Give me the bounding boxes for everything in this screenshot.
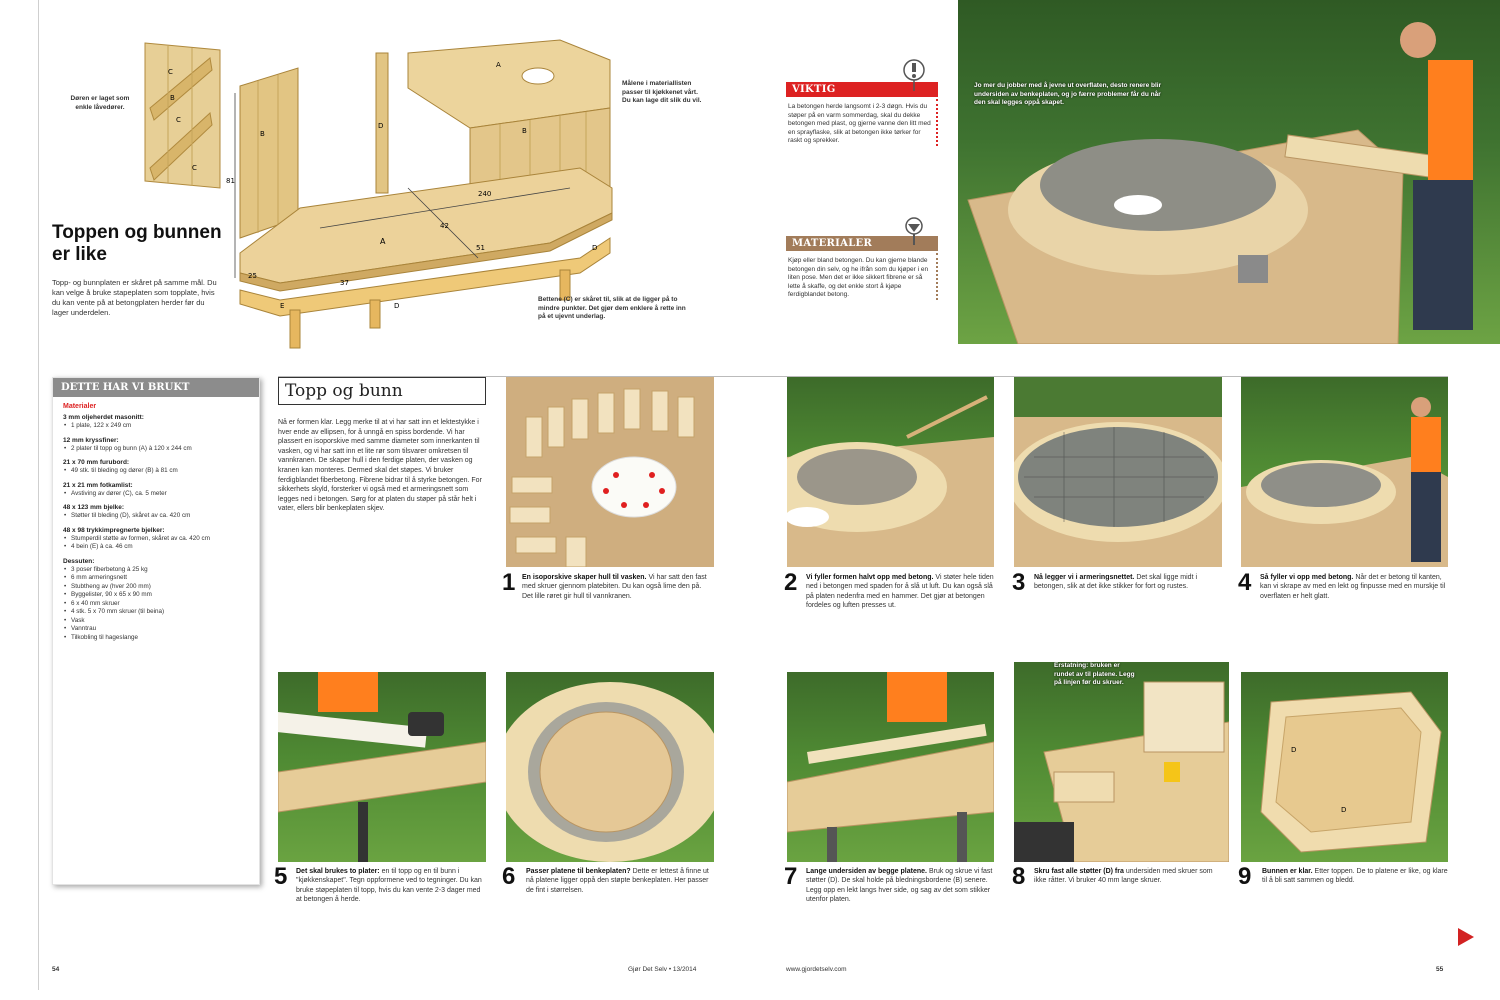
label-d3: D [592, 244, 598, 252]
materials-list-box [52, 377, 260, 885]
step-4-number: 4 [1238, 569, 1252, 596]
trowel-icon [900, 216, 928, 246]
step-4-photo [1241, 377, 1448, 567]
materials-item: • 3 poser fiberbetong à 25 kg [63, 566, 249, 575]
step-1-lead: En isoporskive skaper hull til vasken. [522, 574, 647, 581]
materials-item: • 2 plater til topp og bunn (A) à 120 x 244 cm [63, 445, 249, 454]
materials-subheading: Materialer [63, 403, 97, 410]
section-title: Topp og bunn [278, 377, 486, 405]
step-6-text [526, 867, 714, 895]
label-c2: C [176, 116, 181, 124]
hero-photo [958, 0, 1500, 344]
step-2-lead: Vi fyller formen halvt opp med betong. [806, 574, 934, 581]
label-b3: B [522, 127, 527, 135]
step-5-text [296, 867, 486, 905]
step-1-text [522, 573, 714, 601]
dim-240: 240 [478, 190, 492, 198]
diagram-note-doors: Døren er laget som enkle låvedører. [70, 95, 130, 111]
step-2-body: Vi støter hele tiden ned i betongen med spaden for å slå ut luft. Du kan også slå på platen nedenfra med en hammer. Det gjør at betongen fordeles og luften presses ut. [806, 574, 994, 610]
step-9-lead: Bunnen er klar. [1262, 868, 1313, 875]
materials-item: • Støtter til bleding (D), skåret av ca. 420 cm [63, 512, 249, 521]
step-2-number: 2 [784, 569, 798, 596]
materials-item: • Stumperdil støtte av formen, skåret av ca. 420 cm [63, 535, 249, 544]
section-body: Nå er formen klar. Legg merke til at vi har satt inn et lektestykke i hver ende av ellipsen, for å unngå en spiss bordende. Vi har plassert en isoporskive med samme diameter som innerkanten til vasken, og vi har satt inn et lite rør som tilsvarer omkretsen til vannkranen. De skaper hull i den ferdige platen, der vasken og kranen kan monteres. Dermed skal det støpes. Vi bruker ferdigblandet fiberbetong. Fibrene bidrar til å styrke betongen. For sikkerhets skyld, forsterker vi også med et armeringsnett som legges ned i betongen. Sørg for at platen du støper på står helt i vater, ellers blir benkeplaten skjev. [278, 419, 482, 513]
step-7-photo [787, 672, 994, 862]
step-3-photo [1014, 377, 1222, 567]
materials-group [63, 458, 249, 476]
materials-item: • Vask [63, 617, 249, 626]
materials-item: • 6 x 40 mm skruer [63, 600, 249, 609]
step-4-lead: Så fyller vi opp med betong. [1260, 574, 1354, 581]
materials-item: • 49 stk. til bleding og dører (B) à 81 cm [63, 467, 249, 476]
step-6-body: Dette er lettest å finne ut nå platene ligger oppå den støpte benkeplaten. Her passer de fint i størrelsen. [526, 868, 709, 894]
step-8-lead: Skru fast alle støtter (D) fra [1034, 868, 1124, 875]
dim-37: 37 [340, 279, 349, 287]
step-8-number: 8 [1012, 863, 1026, 890]
step-3-lead: Nå legger vi i armeringsnettet. [1034, 574, 1135, 581]
step-6-number: 6 [502, 863, 516, 890]
page-gutter-left [38, 0, 39, 990]
materials-group [63, 413, 249, 431]
step-4-body: Når det er betong til kanten, kan vi skrape av med en lekt og finpusse med en murskje til overflaten er helt glatt. [1260, 574, 1446, 600]
footer-url[interactable]: www.gjordetselv.com [786, 966, 847, 973]
step-3-body: Det skal ligge midt i betongen, slik at det ikke stikker for fort og rustes. [1034, 574, 1198, 591]
label-b2: B [260, 130, 265, 138]
step-2-text [806, 573, 994, 611]
step-1-number: 1 [502, 569, 516, 596]
materials-list-heading: DETTE HAR VI BRUKT [53, 378, 259, 397]
step-9-photo [1241, 672, 1448, 862]
step-8-body: undersiden med skruer som ikke råtter. Vi bruker 40 mm lange skruer. [1034, 868, 1213, 885]
footer-mag-name: Gjør Det Selv [628, 966, 668, 973]
materialer-body: Kjøp eller bland betongen. Du kan gjerne blande betongen din selv, og he ifrån som du kjøper i en liten pose. Men det er ikke sikkert fibrene er så lette å skaffe, og det enkle stort å kjøpe ferdigblandet betong. [786, 253, 938, 300]
photo9-label-d2: D [1341, 806, 1347, 814]
photo9-label-d1: D [1291, 746, 1297, 754]
step-1-photo [506, 377, 714, 567]
materials-group-title: 21 x 21 mm fotkamlist: [63, 481, 133, 489]
intro-body: Topp- og bunnplaten er skåret på samme mål. Du kan velge å bruke stapeplaten som topplate, hvis du kan vente på at betongplaten herder før du lager underdelen. [52, 278, 217, 317]
materials-item: • Byggelister, 90 x 65 x 90 mm [63, 591, 249, 600]
materials-group-title: 3 mm oljeherdet masonitt: [63, 414, 144, 421]
viktig-body: La betongen herde langsomt i 2-3 døgn. Hvis du støper på en varm sommerdag, skal du dekke betongen med plast, og gjerne vanne den litt med en sprayflaske, slik at betongen ikke tørker for raskt og sprekker. [786, 99, 938, 146]
step-7-text [806, 867, 994, 905]
materials-group [63, 481, 249, 499]
step-4-text [1260, 573, 1448, 601]
intro-title: Toppen og bunnen er like [52, 222, 222, 265]
label-c3: C [192, 164, 197, 172]
step-3-text [1034, 573, 1222, 592]
label-a2: A [380, 237, 386, 246]
hero-scene [958, 0, 1500, 344]
materials-group [63, 526, 249, 552]
materials-item: • Tilkobling til hageslange [63, 634, 249, 643]
label-d1: D [378, 122, 384, 130]
materials-item: • Avstiving av dører (C), ca. 5 meter [63, 490, 249, 499]
warning-pin-icon [902, 58, 926, 92]
materials-group-title: 48 x 123 mm bjelke: [63, 504, 125, 511]
step-3-number: 3 [1012, 569, 1026, 596]
materialer-heading: MATERIALER [786, 236, 938, 251]
materials-item: • Stubtheng av (hver 200 mm) [63, 583, 249, 592]
materials-group-title: Dessuten: [63, 557, 95, 565]
materials-group [63, 503, 249, 521]
step-8-overlay: Erstatning: bruken er rundet av til platene. Legg på linjen før du skruer. [1054, 662, 1135, 686]
materials-group-title: 12 mm kryssfiner: [63, 436, 119, 444]
step-7-body: Bruk og skrue vi fast støtter (D). De skal holde på bledningsbordene (B) senere. Legg opp en lekt langs hver side, og sag av det som stikker utenfor platen. [806, 868, 993, 904]
step-2-photo [787, 377, 994, 567]
label-e: E [280, 302, 285, 310]
dim-51: 51 [476, 244, 485, 252]
materials-item: • Vanntrau [63, 625, 249, 634]
step-8-text [1034, 867, 1222, 886]
step-5-photo [278, 672, 486, 862]
step-9-number: 9 [1238, 863, 1252, 890]
dim-25: 25 [248, 272, 257, 280]
materials-group [63, 557, 249, 643]
materials-group-title: 48 x 98 trykkimpregnerte bjelker: [63, 526, 165, 534]
dim-42: 42 [440, 222, 449, 230]
step-7-number: 7 [784, 863, 798, 890]
hero-caption: Jo mer du jobber med å jevne ut overflaten, desto renere blir undersiden av benkeplaten, og jo færre problemer får du når den skal legges oppå skapet. [974, 82, 1162, 106]
next-page-arrow-icon[interactable] [1456, 926, 1476, 948]
materials-item: • 4 stk. 5 x 70 mm skruer (til beina) [63, 608, 249, 617]
diagram-note-legs: Bettene (C) er skåret til, slik at de ligger på to mindre punkter. Det gjør dem enklere å rette inn på et ujevnt underlag. [538, 296, 686, 320]
step-5-number: 5 [274, 863, 288, 890]
materials-item: • 1 plate, 122 x 249 cm [63, 422, 249, 431]
step-7-lead: Lange undersiden av begge platene. [806, 868, 927, 875]
materials-list-body [53, 397, 259, 653]
label-c1: C [168, 68, 173, 76]
page-number-left: 54 [52, 966, 60, 973]
footer-magazine: Gjør Det Selv • 13/2014 [628, 966, 697, 973]
label-a1: A [496, 61, 501, 69]
step-9-body: Etter toppen. De to platene er like, og klare til å bli satt sammen og bledd. [1262, 868, 1448, 885]
diagram-note-measures: Målene i materiallisten passer til kjøkkenet vårt. Du kan lage dit slik du vil. [622, 80, 702, 104]
page-number-right: 55 [1436, 966, 1444, 973]
step-8-photo [1014, 662, 1229, 862]
footer-issue: 13/2014 [672, 966, 697, 973]
step-5-lead: Det skal brukes to plater: [296, 868, 380, 875]
step-6-lead: Passer platene til benkeplaten? [526, 868, 631, 875]
label-d2: D [394, 302, 400, 310]
step-9-text [1262, 867, 1448, 886]
dim-81: 81 [226, 177, 235, 185]
step-6-photo [506, 672, 714, 862]
step-5-body: en til topp og en til bunn i "kjøkkenskapet". Tegn oppformene ved to tegninger. Du kan bruke støpeplaten til topp, hvis du kan vente 2-3 dager med at betongen å herde. [296, 868, 482, 904]
materials-group-title: 21 x 70 mm furubord: [63, 459, 130, 466]
step-1-body: Vi har satt den fast med skruer gjennom platebiten. Du kan også lime den på. Det lille røret gir hull til vannkranen. [522, 574, 707, 600]
materials-item: • 6 mm armeringsnett [63, 574, 249, 583]
label-b1: B [170, 94, 175, 102]
viktig-heading: VIKTIG [786, 82, 938, 97]
materials-group [63, 436, 249, 454]
materials-item: • 4 bein (E) à ca. 46 cm [63, 543, 249, 552]
